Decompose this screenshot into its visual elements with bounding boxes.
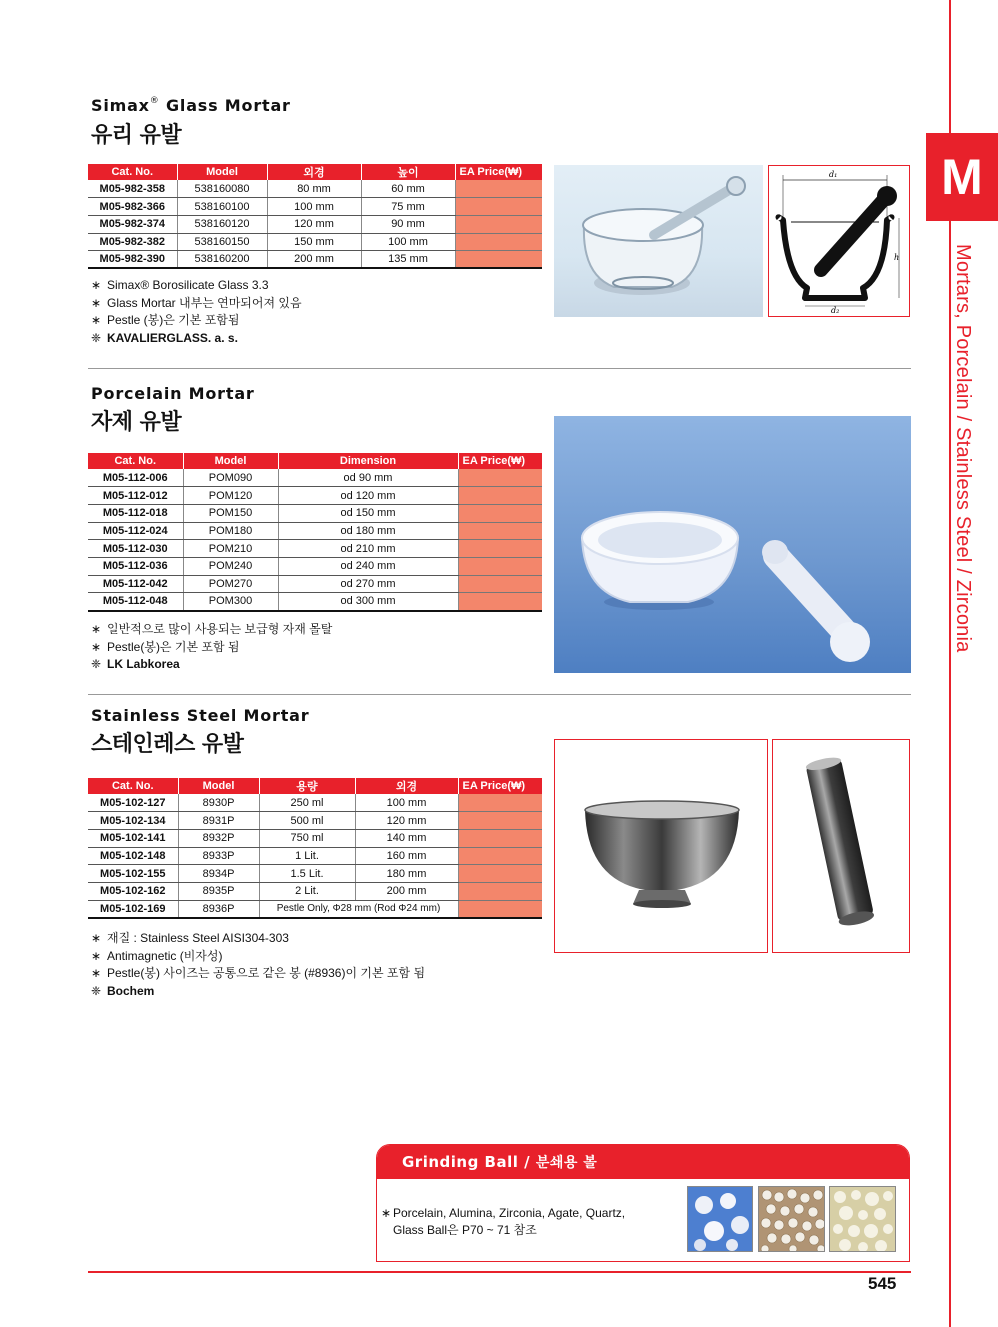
column-header: Model bbox=[178, 778, 259, 794]
glass-title-rest: Glass Mortar bbox=[159, 96, 291, 115]
cat-no-cell: M05-982-358 bbox=[88, 180, 177, 198]
price-cell bbox=[458, 794, 542, 812]
vertical-title-text: Mortars, Porcelain / Stainless Steel / Zirconia bbox=[952, 244, 974, 653]
glass-mortar-diagram bbox=[768, 165, 910, 317]
price-cell bbox=[455, 198, 542, 216]
table-cell: 250 ml bbox=[259, 794, 355, 812]
grinding-ball-note bbox=[381, 1205, 625, 1239]
table-cell: 140 mm bbox=[355, 829, 458, 847]
table-row bbox=[88, 180, 542, 198]
vertical-section-title bbox=[950, 244, 978, 694]
column-header: 높이 bbox=[361, 164, 455, 180]
column-header: Model bbox=[183, 453, 278, 469]
glass-title-en bbox=[91, 96, 291, 115]
table-cell: POM210 bbox=[183, 540, 278, 558]
diagram-label-d2: d₂ bbox=[831, 306, 840, 315]
glass-title-ko: 유리 유발 bbox=[91, 123, 182, 148]
cat-no-cell: M05-112-030 bbox=[88, 540, 183, 558]
table-cell: 538160100 bbox=[177, 198, 267, 216]
glass-title-brand: Simax bbox=[91, 96, 150, 115]
porcelain-title-ko: 자제 유발 bbox=[91, 410, 182, 435]
price-cell bbox=[455, 233, 542, 251]
table-cell: 100 mm bbox=[267, 198, 361, 216]
table-row bbox=[88, 575, 542, 593]
table-cell: 8935P bbox=[178, 882, 259, 900]
price-cell bbox=[458, 575, 542, 593]
cat-no-cell: M05-112-024 bbox=[88, 522, 183, 540]
brand-name: Bochem bbox=[107, 983, 155, 998]
price-cell bbox=[455, 251, 542, 269]
table-row bbox=[88, 593, 542, 611]
table-cell: 80 mm bbox=[267, 180, 361, 198]
asterisk-icon: ∗ bbox=[381, 1206, 392, 1220]
note-text: Pestle(봉) 사이즈는 공통으로 같은 봉 (#8936)이 기본 포함 됨 bbox=[107, 966, 426, 980]
table-cell: 1.5 Lit. bbox=[259, 865, 355, 883]
table-row bbox=[88, 882, 542, 900]
porcelain-notes bbox=[91, 621, 332, 674]
asterisk-icon: ∗ bbox=[91, 278, 102, 292]
table-cell: 8931P bbox=[178, 812, 259, 830]
note-line bbox=[91, 930, 425, 948]
note-text: 일반적으로 많이 사용되는 보급형 자재 몰탈 bbox=[107, 622, 333, 636]
column-header: Cat. No. bbox=[88, 164, 177, 180]
table-cell: POM090 bbox=[183, 469, 278, 487]
table-cell: POM180 bbox=[183, 522, 278, 540]
steel-title-ko: 스테인레스 유발 bbox=[91, 732, 244, 757]
table-row bbox=[88, 504, 542, 522]
cat-no-cell: M05-112-018 bbox=[88, 504, 183, 522]
price-cell bbox=[458, 900, 542, 918]
table-cell: 500 ml bbox=[259, 812, 355, 830]
column-header: Cat. No. bbox=[88, 453, 183, 469]
note-text: Pestle(봉)은 기본 포함 됨 bbox=[107, 639, 240, 654]
table-cell: 90 mm bbox=[361, 215, 455, 233]
asterisk-icon: ∗ bbox=[91, 622, 102, 636]
price-cell bbox=[458, 812, 542, 830]
table-header-row bbox=[88, 164, 542, 180]
table-cell: 75 mm bbox=[361, 198, 455, 216]
note-line bbox=[91, 948, 425, 966]
cat-no-cell: M05-982-382 bbox=[88, 233, 177, 251]
table-row bbox=[88, 469, 542, 487]
glass-notes bbox=[91, 277, 302, 347]
table-row bbox=[88, 233, 542, 251]
column-header: 외경 bbox=[267, 164, 361, 180]
grinding-ball-photo-1 bbox=[687, 1186, 753, 1252]
note-line bbox=[91, 295, 302, 313]
steel-title-en: Stainless Steel Mortar bbox=[91, 706, 310, 725]
table-cell: 538160150 bbox=[177, 233, 267, 251]
cat-no-cell: M05-102-134 bbox=[88, 812, 178, 830]
table-cell: 750 ml bbox=[259, 829, 355, 847]
flower-mark-icon: ❈ bbox=[91, 657, 102, 671]
cat-no-cell: M05-982-374 bbox=[88, 215, 177, 233]
registered-mark: ® bbox=[149, 95, 160, 106]
table-header-row bbox=[88, 778, 542, 794]
table-cell: od 240 mm bbox=[278, 557, 458, 575]
note-line bbox=[91, 639, 332, 657]
table-cell: 8930P bbox=[178, 794, 259, 812]
section-tab-letter: M bbox=[926, 133, 998, 221]
asterisk-icon: ∗ bbox=[91, 948, 102, 963]
price-cell bbox=[458, 829, 542, 847]
column-header: EA Price(₩) bbox=[455, 164, 542, 180]
asterisk-icon: ∗ bbox=[91, 639, 102, 654]
grinding-ball-photo-2 bbox=[758, 1186, 825, 1252]
asterisk-icon: ∗ bbox=[91, 295, 102, 310]
price-cell bbox=[455, 180, 542, 198]
table-cell: 538160120 bbox=[177, 215, 267, 233]
table-cell: 100 mm bbox=[361, 233, 455, 251]
table-cell: 120 mm bbox=[267, 215, 361, 233]
note-line bbox=[91, 965, 425, 983]
table-cell: POM300 bbox=[183, 593, 278, 611]
table-cell: od 210 mm bbox=[278, 540, 458, 558]
porcelain-mortar-photo bbox=[554, 416, 911, 673]
table-row bbox=[88, 198, 542, 216]
table-cell: POM120 bbox=[183, 487, 278, 505]
table-row bbox=[88, 865, 542, 883]
price-cell bbox=[458, 540, 542, 558]
table-cell: 2 Lit. bbox=[259, 882, 355, 900]
note-text: Glass Ball은 P70 ~ 71 참조 bbox=[393, 1223, 537, 1237]
table-cell: 8933P bbox=[178, 847, 259, 865]
table-row bbox=[88, 540, 542, 558]
brand-line bbox=[91, 656, 332, 674]
section-divider bbox=[88, 694, 911, 695]
table-row bbox=[88, 812, 542, 830]
price-cell bbox=[458, 593, 542, 611]
table-row bbox=[88, 829, 542, 847]
glass-mortar-photo bbox=[554, 165, 763, 317]
table-cell: 100 mm bbox=[355, 794, 458, 812]
note-line bbox=[381, 1206, 625, 1220]
glass-spec-table bbox=[88, 164, 542, 269]
table-cell: 538160080 bbox=[177, 180, 267, 198]
table-cell: Pestle Only, Φ28 mm (Rod Φ24 mm) bbox=[259, 900, 458, 918]
price-cell bbox=[458, 469, 542, 487]
grinding-ball-photo-3 bbox=[829, 1186, 896, 1252]
table-cell: 180 mm bbox=[355, 865, 458, 883]
price-cell bbox=[455, 215, 542, 233]
column-header: 외경 bbox=[355, 778, 458, 794]
footer-red-rule bbox=[88, 1271, 911, 1273]
grinding-ball-title-ko: 분쇄용 볼 bbox=[535, 1155, 598, 1171]
price-cell bbox=[458, 847, 542, 865]
table-cell: 135 mm bbox=[361, 251, 455, 269]
column-header: EA Price(₩) bbox=[458, 778, 542, 794]
asterisk-icon: ∗ bbox=[91, 313, 102, 327]
table-row bbox=[88, 522, 542, 540]
table-cell: 8932P bbox=[178, 829, 259, 847]
table-cell: od 120 mm bbox=[278, 487, 458, 505]
price-cell bbox=[458, 504, 542, 522]
section-divider bbox=[88, 368, 911, 369]
column-header: Cat. No. bbox=[88, 778, 178, 794]
table-header-row bbox=[88, 453, 542, 469]
table-cell: 200 mm bbox=[267, 251, 361, 269]
asterisk-icon: ∗ bbox=[91, 931, 102, 945]
cat-no-cell: M05-102-155 bbox=[88, 865, 178, 883]
diagram-label-h: h bbox=[894, 253, 900, 262]
table-row bbox=[88, 794, 542, 812]
brand-line bbox=[91, 983, 425, 1001]
table-cell: 8936P bbox=[178, 900, 259, 918]
price-cell bbox=[458, 882, 542, 900]
cat-no-cell: M05-102-127 bbox=[88, 794, 178, 812]
table-cell: POM270 bbox=[183, 575, 278, 593]
price-cell bbox=[458, 865, 542, 883]
note-line bbox=[91, 277, 302, 295]
note-line bbox=[91, 621, 332, 639]
table-cell: 120 mm bbox=[355, 812, 458, 830]
steel-bowl-photo bbox=[554, 739, 768, 953]
cat-no-cell: M05-112-006 bbox=[88, 469, 183, 487]
porcelain-spec-table bbox=[88, 453, 542, 612]
column-header: EA Price(₩) bbox=[458, 453, 542, 469]
note-text: 재질 : Stainless Steel AISI304-303 bbox=[107, 931, 289, 945]
column-header: Model bbox=[177, 164, 267, 180]
column-header: 용량 bbox=[259, 778, 355, 794]
table-cell: od 300 mm bbox=[278, 593, 458, 611]
price-cell bbox=[458, 487, 542, 505]
cat-no-cell: M05-112-012 bbox=[88, 487, 183, 505]
porcelain-title-en: Porcelain Mortar bbox=[91, 384, 255, 403]
grinding-ball-header bbox=[377, 1145, 909, 1179]
note-text: Glass Mortar 내부는 연마되어져 있음 bbox=[107, 295, 302, 310]
steel-pestle-photo bbox=[772, 739, 910, 953]
steel-notes bbox=[91, 930, 425, 1000]
cat-no-cell: M05-102-169 bbox=[88, 900, 178, 918]
price-cell bbox=[458, 557, 542, 575]
note-line bbox=[91, 312, 302, 330]
note-text: Antimagnetic (비자성) bbox=[107, 948, 223, 963]
flower-mark-icon: ❈ bbox=[91, 983, 102, 998]
note-text: Simax® Borosilicate Glass 3.3 bbox=[107, 278, 269, 292]
table-cell: od 270 mm bbox=[278, 575, 458, 593]
cat-no-cell: M05-102-141 bbox=[88, 829, 178, 847]
note-text: Porcelain, Alumina, Zirconia, Agate, Quartz, bbox=[393, 1206, 626, 1220]
table-cell: POM240 bbox=[183, 557, 278, 575]
column-header: Dimension bbox=[278, 453, 458, 469]
table-cell: od 180 mm bbox=[278, 522, 458, 540]
grinding-ball-title-en: Grinding Ball / bbox=[402, 1153, 531, 1171]
page-number: 545 bbox=[868, 1274, 897, 1293]
table-cell: 150 mm bbox=[267, 233, 361, 251]
diagram-label-d1: d₁ bbox=[829, 170, 838, 179]
table-row bbox=[88, 557, 542, 575]
cat-no-cell: M05-982-390 bbox=[88, 251, 177, 269]
brand-line bbox=[91, 330, 302, 348]
table-cell: 1 Lit. bbox=[259, 847, 355, 865]
table-row bbox=[88, 487, 542, 505]
table-cell: POM150 bbox=[183, 504, 278, 522]
cat-no-cell: M05-982-366 bbox=[88, 198, 177, 216]
table-cell: od 90 mm bbox=[278, 469, 458, 487]
cat-no-cell: M05-112-048 bbox=[88, 593, 183, 611]
table-row bbox=[88, 251, 542, 269]
cat-no-cell: M05-102-162 bbox=[88, 882, 178, 900]
table-cell: 200 mm bbox=[355, 882, 458, 900]
table-cell: 60 mm bbox=[361, 180, 455, 198]
price-cell bbox=[458, 522, 542, 540]
table-cell: 8934P bbox=[178, 865, 259, 883]
cat-no-cell: M05-112-042 bbox=[88, 575, 183, 593]
table-cell: od 150 mm bbox=[278, 504, 458, 522]
cat-no-cell: M05-112-036 bbox=[88, 557, 183, 575]
brand-name: KAVALIERGLASS. a. s. bbox=[107, 330, 238, 345]
table-cell: 538160200 bbox=[177, 251, 267, 269]
grinding-ball-box bbox=[376, 1144, 910, 1262]
cat-no-cell: M05-102-148 bbox=[88, 847, 178, 865]
table-row bbox=[88, 215, 542, 233]
note-text: Pestle (봉)은 기본 포함됨 bbox=[107, 313, 240, 327]
table-row bbox=[88, 900, 542, 918]
table-row bbox=[88, 847, 542, 865]
brand-name: LK Labkorea bbox=[107, 657, 180, 671]
flower-mark-icon: ❈ bbox=[91, 330, 102, 345]
steel-spec-table bbox=[88, 778, 542, 919]
table-cell: 160 mm bbox=[355, 847, 458, 865]
asterisk-icon: ∗ bbox=[91, 966, 102, 980]
